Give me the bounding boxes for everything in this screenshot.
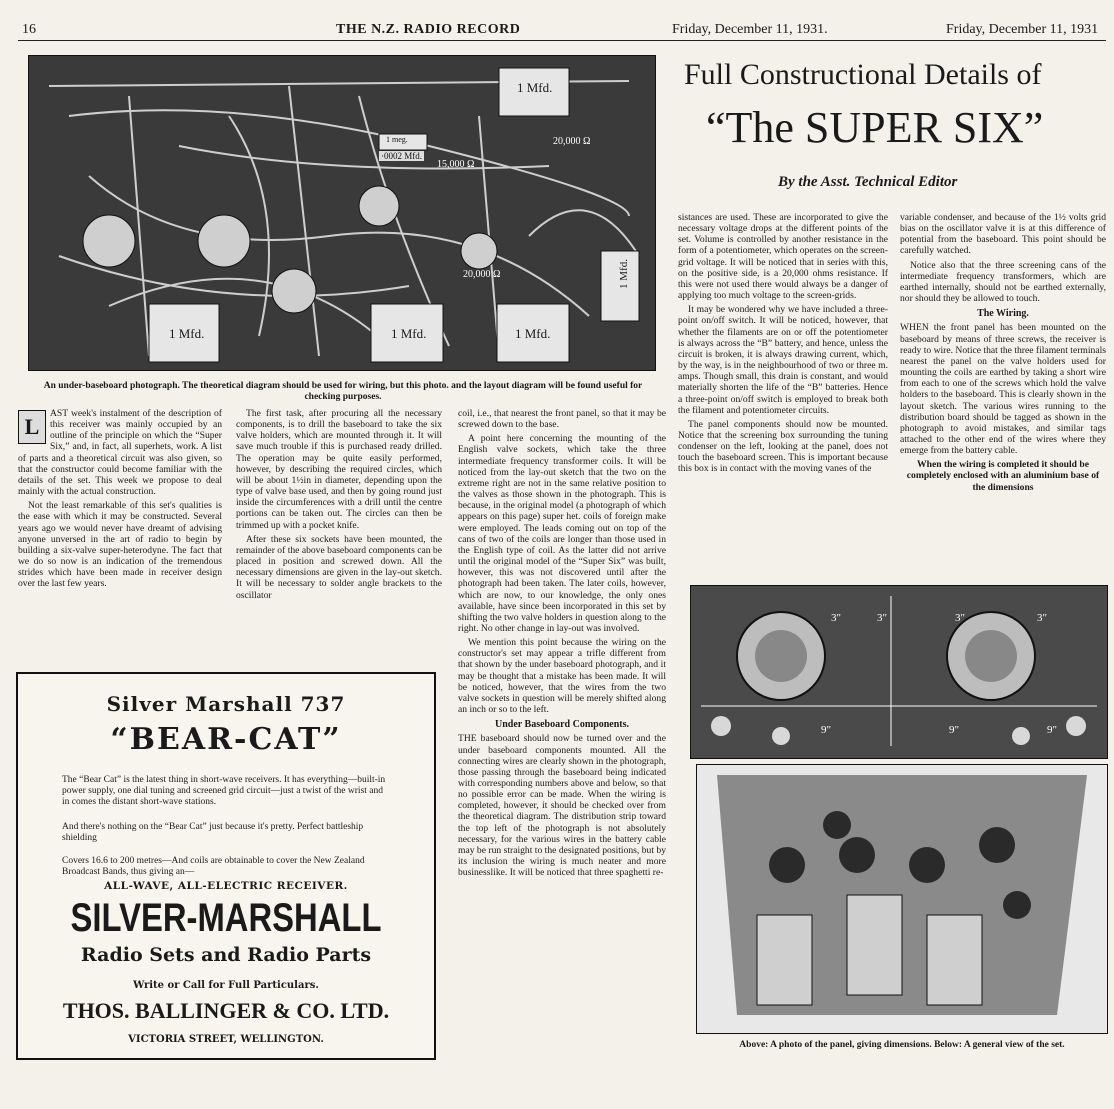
paragraph: AST week's instalment of the description of this receiver was mainly occupied by an outline of the principle on which the “Super Six,” and, in fact, all superhets, work. A list of parts and a theoretical circuit was also given, so that the constructor could become familiar with the details of the set. This week we propose to deal mainly with the actual construction. xyxy=(18,408,222,498)
ad-paragraph: And there's nothing on the “Bear Cat” just because it's pretty. Perfect battleship shielding xyxy=(62,822,364,843)
article-column-1 xyxy=(18,408,222,593)
ad-address: VICTORIA STREET, WELLINGTON. xyxy=(128,1034,324,1045)
capacitor-label: 1 Mfd. xyxy=(617,259,630,289)
ad-company: THOS. BALLINGER & CO. LTD. xyxy=(62,998,390,1023)
paragraph: The first task, after procuring all the necessary components, is to drill the baseboard to take the six valve holders, which are mounted through it. It will save much trouble if this is purchased ready drilled. The operation may be quite easily performed, however, by describing the required circles, which will be about 1½in in diameter, depending upon the type of valve base used, and then by going round just inside the circumferences with a drill until the centre portions can be taken out. The circles can then be trimmed up with a pocket knife. xyxy=(236,408,442,531)
paragraph: The panel components should now be mounted. Notice that the screening box surrounding the tuning condenser on the left, looking at the panel, does not touch the baseboard screen. This is important because this box is in contact with the moving vanes of the xyxy=(678,418,888,475)
paragraph: Notice also that the three screening cans of the intermediate frequency transformers, which are earthed internally, should not be earthed externally, nor should they be allowed to touch. xyxy=(900,259,1106,305)
article-column-4 xyxy=(678,212,888,478)
dimension-label: 3" xyxy=(955,612,965,624)
dimension-label: 3" xyxy=(831,612,841,624)
paragraph: sistances are used. These are incorporated to give the necessary voltage drops at the different points of the set. Volume is controlled by another resistance in the form of a potentiometer, which operates on the screen-grid voltage. It will be noticed that in series with this, on the positive side, is a 20,000 ohms resistance. If this were not used there would always be a danger of applying too much voltage to the screen-grids. xyxy=(678,212,888,302)
article-title-line2: “The SUPER SIX” xyxy=(706,103,1044,152)
paragraph: After these six sockets have been mounted, the remainder of the above baseboard components can be placed in position and screwed down. All the necessary dimensions are given in the lay-out sketch. It will be necessary to solder angle brackets to the oscillator xyxy=(236,533,442,601)
capacitor-label: ·0002 Mfd. xyxy=(381,151,422,161)
masthead: THE N.Z. RADIO RECORD xyxy=(336,22,521,37)
resistor-label: 15,000 Ω xyxy=(437,159,475,170)
dropcap-icon: L xyxy=(18,410,46,444)
ad-allwave: ALL-WAVE, ALL-ELECTRIC RECEIVER. xyxy=(104,880,348,892)
ad-paragraph: Covers 16.6 to 200 metres—And coils are obtainable to cover the New Zealand Broadcast Bands, thus giving an— xyxy=(62,856,365,877)
paragraph: We mention this point because the wiring on the constructor's set may appear a trifle different from that shown by the under baseboard photograph, and it may be thought that a mistake has been made. It will be noticed, however, that the wires from the two valve sockets in question will be merely shifted along an inch or so to the left. xyxy=(458,637,666,716)
paragraph: A point here concerning the mounting of the English valve sockets, which take the three intermediate frequency transformer coils. It will be noticed from the lay-out sketch that the two on the extreme right are not in the same relative position to the valves as those shown in the photograph. This is because, in the original model (a photograph of which appears on this page) super het. coils of foreign make were employed. The leads coming out on top of the cans of two of the coils are longer than those used in the English type of coil. As the latter did not arrive until the original model of the “Super Six” was built, however, this was not discovered until after the photograph had been taken. The later coils, however, which are now, to our knowledge, the only ones available, have since been incorporated in this set by shifting the two valve holders in question along to the right. No other change in lay-out was involved. xyxy=(458,433,666,634)
right-photo-caption: Above: A photo of the panel, giving dimensions. Below: A general view of the set. xyxy=(739,1040,1065,1050)
paragraph: Not the least remarkable of this set's qualities is the ease with which it may be constructed. Several years ago we would never have dreamt of advising anyone unversed in the art of radio to begin by building a six-valve super-heterodyne. The fact that we do so now is an indication of the tremendous strides which have been made in receiver design over the last few years. xyxy=(18,500,222,590)
ad-title-line2: “BEAR-CAT” xyxy=(110,722,342,757)
subheading: Under Baseboard Components. xyxy=(495,719,629,731)
panel-photo xyxy=(690,585,1108,759)
ad-write: Write or Call for Full Particulars. xyxy=(133,980,319,991)
dimension-label: 3" xyxy=(1037,612,1047,624)
page-number: 16 xyxy=(22,22,36,37)
ad-brand: SILVER-MARSHALL xyxy=(70,896,382,940)
dimension-label: 9" xyxy=(949,724,959,736)
top-photo-caption: An under-baseboard photograph. The theoretical diagram should be used for wiring, but this photo. and the layout diagram will be found useful for checking purposes. xyxy=(43,381,643,402)
dimension-label: 9" xyxy=(821,724,831,736)
header-rule xyxy=(18,40,1106,41)
resistor-label: 1 meg. xyxy=(386,135,408,144)
paragraph: variable condenser, and because of the 1½ volts grid bias on the oscillator valve it is at this difference of potential from the baseboard. This point should be carefully watched. xyxy=(900,212,1106,257)
under-baseboard-photo xyxy=(28,55,656,371)
capacitor-label: 1 Mfd. xyxy=(515,326,551,341)
set-general-photo xyxy=(696,764,1108,1034)
paragraph: It may be wondered why we have included a three-point on/off switch. It will be noticed, however, that whether the filaments are on or off the potentiometer is always across the “B” battery, and hence, unless the circuit is broken, it is always drawing current, which, by the way, is in the neighbourhood of two or three m. amps. Though small, this drain is constant, and would materially shorten the life of the “B” batteries. Hence a three-point on/off switch is employed to break both the filament and potentiometer circuits. xyxy=(678,304,888,416)
capacitor-label: 1 Mfd. xyxy=(169,326,205,341)
silver-marshall-advertisement xyxy=(16,672,436,1060)
resistor-label: 20,000 Ω xyxy=(553,136,591,147)
ad-brand-sub: Radio Sets and Radio Parts xyxy=(80,944,372,966)
dimension-label: 3" xyxy=(877,612,887,624)
date-right: Friday, December 11, 1931 xyxy=(946,22,1099,37)
ad-title-line1: Silver Marshall 737 xyxy=(106,692,346,716)
paragraph-bold: When the wiring is completed it should be completely enclosed with an aluminium base of the dimensions xyxy=(906,459,1100,493)
subheading: The Wiring. xyxy=(977,308,1029,320)
paragraph: coil, i.e., that nearest the front panel, so that it may be screwed down to the base. xyxy=(458,408,666,431)
ad-paragraph: The “Bear Cat” is the latest thing in short-wave receivers. It has everything—built-in power supply, one dial tuning and screened grid circuit—just a twist of the wrist and in comes the distant short-wave stations. xyxy=(62,775,386,807)
capacitor-label: 1 Mfd. xyxy=(517,80,553,95)
paragraph: WHEN the front panel has been mounted on the baseboard by means of three screws, the receiver is ready to wire. Notice that the three filament terminals nearest the panel on the valve holders used for mounting the coils are earthed by taking a short wire from each to one of the screws which hold the valve holders to the baseboard. This is clearly shown in the layout sketch. The various wires running to the distribution board should be tagged as shown in the photograph to avoid mistakes, and similar tags attached to the other end of the wires where they emerge from the battery cable. xyxy=(900,322,1106,457)
dimension-label: 9" xyxy=(1047,724,1057,736)
article-title-line1: Full Constructional Details of xyxy=(684,58,1042,91)
article-column-5 xyxy=(900,212,1106,496)
capacitor-label: 1 Mfd. xyxy=(391,326,427,341)
resistor-label: 20,000 Ω xyxy=(463,269,501,280)
paragraph: THE baseboard should now be turned over and the under baseboard components mounted. All the connecting wires are clearly shown in the photograph, those passing through the baseboard being indicated with corresponding numbers above and below, so that no possible error can be made. When the wiring is completed, however, it should be checked over from the theoretical diagram. The distribution strip toward the top left of the photograph is not absolutely necessary, for the various wires in the battery cable may be run straight to the designated positions, but by its inclusion the wiring is much neater and more businesslike. It will be noticed that three spaghetti re- xyxy=(458,733,666,879)
date-left: Friday, December 11, 1931. xyxy=(672,22,828,37)
article-column-3 xyxy=(458,408,666,881)
article-column-2 xyxy=(236,408,442,604)
byline: By the Asst. Technical Editor xyxy=(778,174,958,190)
